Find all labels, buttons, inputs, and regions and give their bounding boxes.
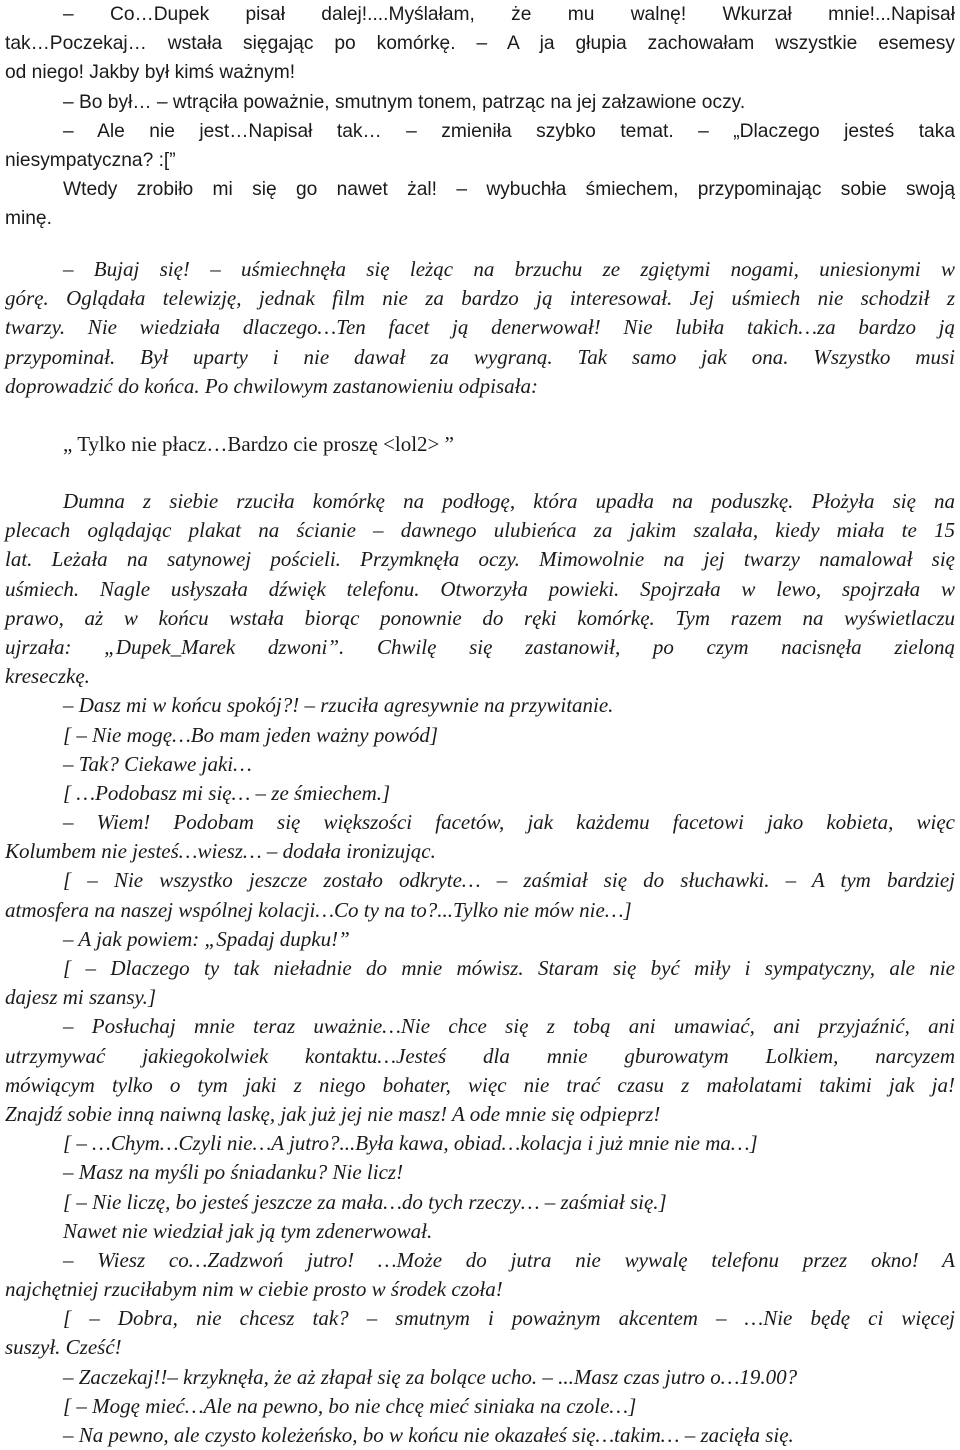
text-line: – Posłuchaj mnie teraz uważnie…Nie chce się z tobą ani umawiać, ani przyjaźnić, ani bbox=[63, 1014, 955, 1039]
text-line: – Na pewno, ale czysto koleżeńsko, bo w końcu nie okazałeś się…takim… – zacięła się. bbox=[63, 1423, 794, 1447]
text-line: – Dasz mi w końcu spokój?! – rzuciła agresywnie na przywitanie. bbox=[63, 693, 614, 718]
text-line: [ – Nie mogę…Bo mam jeden ważny powód] bbox=[63, 722, 439, 747]
text-line: doprowadzić do końca. Po chwilowym zastanowieniu odpisała: bbox=[5, 373, 538, 398]
text-line: przypominał. Był uparty i nie dawał za wygraną. Tak samo jak ona. Wszystko musi bbox=[5, 344, 955, 369]
text-line: utrzymywać jakiegokolwiek kontaktu…Jesteś dla mnie gburowatym Lolkiem, narcyzem bbox=[5, 1043, 955, 1068]
text-line: kreseczkę. bbox=[5, 664, 90, 689]
text-line: minę. bbox=[5, 208, 52, 230]
text-line: [ – Mogę mieć…Ale na pewno, bo nie chcę mieć siniaka na czole…] bbox=[63, 1393, 637, 1418]
text-line: prawo, aż w końcu wstała biorąc ponownie do ręki komórkę. Tym razem na wyświetlaczu bbox=[5, 605, 955, 630]
text-line: – Bo był… – wtrąciła poważnie, smutnym tonem, patrząc na jej załzawione oczy. bbox=[63, 91, 746, 113]
paragraph-1 bbox=[5, 255, 955, 401]
text-line: najchętniej rzuciłabym nim w ciebie prosto w środek czoła! bbox=[5, 1277, 503, 1302]
text-line: – A jak powiem: „Spadaj dupku!” bbox=[63, 926, 350, 951]
text-line: plecach oglądając plakat na ścianie – dawnego ulubieńca za jakim szalała, kiedy miała te 15 bbox=[5, 518, 955, 543]
text-line: lat. Leżała na satynowej pościeli. Przymknęła oczy. Mimowolnie na jej twarzy namalował się bbox=[5, 547, 955, 572]
paragraph-0 bbox=[5, 0, 955, 234]
text-line: Kolumbem nie jesteś…wiesz… – dodała ironizując. bbox=[5, 839, 436, 864]
text-line: dajesz mi szansy.] bbox=[5, 985, 157, 1010]
text-line: twarzy. Nie wiedziała dlaczego…Ten facet ją denerwował! Nie lubiła takich…za bardzo ją bbox=[5, 315, 955, 340]
text-line: Znajdź sobie inną naiwną laskę, jak już jej nie masz! A ode mnie się odpieprz! bbox=[5, 1101, 661, 1126]
text-line: suszył. Cześć! bbox=[5, 1335, 122, 1360]
text-line: – Co…Dupek pisał dalej!....Myślałam, że mu walnę! Wkurzał mnie!...Napisał bbox=[63, 4, 955, 25]
text-line: [ – …Chym…Czyli nie…A jutro?...Była kawa, obiad…kolacja i już mnie nie ma…] bbox=[63, 1131, 758, 1156]
text-line: – Bujaj się! – uśmiechnęła się leżąc na brzuchu ze zgiętymi nogami, uniesionymi w bbox=[63, 257, 955, 281]
text-line: Dumna z siebie rzuciła komórkę na podłogę, która upadła na poduszkę. Płożyła się na bbox=[63, 489, 955, 513]
text-line: od niego! Jakby był kimś ważnym! bbox=[5, 62, 296, 84]
text-line: [ – Nie liczę, bo jesteś jeszcze za mała…do tych rzeczy… – zaśmiał się.] bbox=[63, 1189, 667, 1214]
text-line: uśmiech. Nagle usłyszała dźwięk telefonu. Otworzyła powieki. Spojrzała w lewo, spojrzała w bbox=[5, 576, 955, 601]
text-line: – Tak? Ciekawe jaki… bbox=[63, 751, 252, 776]
text-line: – Ale nie jest…Napisał tak… – zmieniła szybko temat. – „Dlaczego jesteś taka bbox=[63, 120, 955, 142]
text-line: niesympatyczna? :[” bbox=[5, 149, 176, 171]
text-line: Wtedy zrobiło mi się go nawet żal! – wybuchła śmiechem, przypominając sobie swoją bbox=[63, 179, 955, 201]
text-line: mówiącym tylko o tym jaki z niego bohater, więc nie trać czasu z małolatami takimi jak ja! bbox=[5, 1072, 955, 1097]
paragraph-3 bbox=[5, 487, 955, 1450]
text-line: – Wiem! Podobam się większości facetów, jak każdemu facetowi jako kobieta, więc bbox=[63, 810, 955, 835]
text-line: – Wiesz co…Zadzwoń jutro! …Może do jutra nie wywalę telefonu przez okno! A bbox=[63, 1247, 955, 1272]
text-line: [ – Dobra, nie chcesz tak? – smutnym i poważnym akcentem – …Nie będę ci więcej bbox=[63, 1306, 955, 1331]
text-line: [ – Nie wszystko jeszcze zostało odkryte… – zaśmiał się do słuchawki. – A tym bardziej bbox=[63, 868, 955, 893]
paragraph-2 bbox=[5, 430, 955, 459]
text-line: górę. Oglądała telewizję, jednak film nie za bardzo ją interesował. Jej uśmiech nie schodził z bbox=[5, 286, 955, 311]
text-line: – Zaczekaj!!– krzyknęła, że aż złapał się za bolące ucho. – ...Masz czas jutro o…19.00? bbox=[63, 1364, 798, 1389]
text-line: – Masz na myśli po śniadanku? Nie licz! bbox=[63, 1160, 404, 1185]
text-line: tak…Poczekaj… wstała sięgając po komórkę. – A ja głupia zachowałam wszystkie esemesy bbox=[5, 33, 955, 55]
text-line: ujrzała: „Dupek_Marek dzwoni”. Chwilę się zastanowił, po czym nacisnęła zieloną bbox=[5, 634, 955, 659]
text-line: „ Tylko nie płacz…Bardzo cie proszę <lol2> ” bbox=[63, 432, 454, 456]
text-line: [ – Dlaczego ty tak nieładnie do mnie mówisz. Staram się być miły i sympatyczny, ale nie bbox=[63, 956, 955, 980]
text-line: Nawet nie wiedział jak ją tym zdenerwował. bbox=[63, 1218, 433, 1243]
text-line: atmosfera na naszej wspólnej kolacji…Co ty na to?...Tylko nie mów nie…] bbox=[5, 897, 632, 922]
text-line: [ …Podobasz mi się… – ze śmiechem.] bbox=[63, 780, 391, 805]
